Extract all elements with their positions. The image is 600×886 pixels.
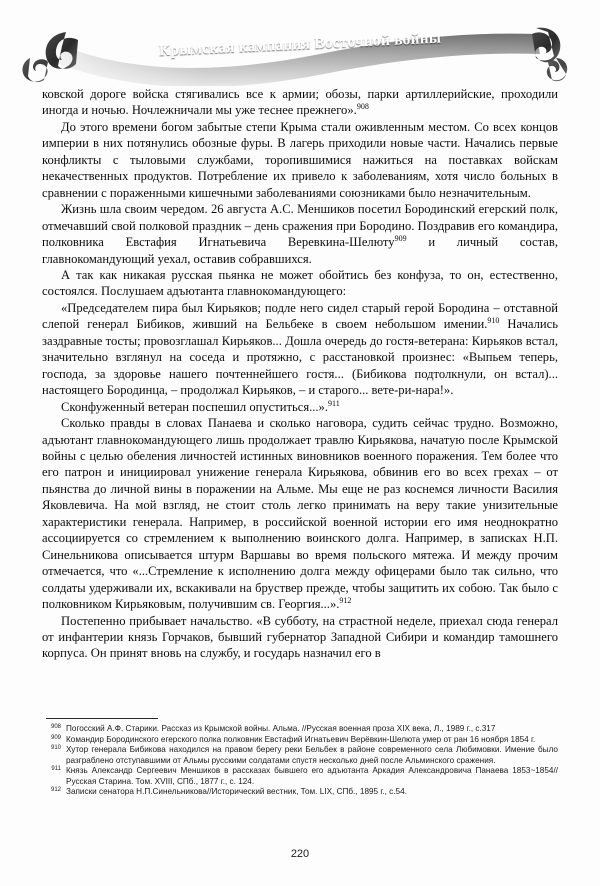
paragraph-text: Сконфуженный ветеран поспешил опуститься...». bbox=[61, 399, 329, 414]
paragraph-text: «Председателем пира был Кирьяков; подле него сидел старый герой Бородина – отставной слепой генерал Бибиков, живший на Бельбеке в своем небольшом имении. bbox=[42, 300, 558, 332]
footnote-item bbox=[42, 745, 558, 765]
footnote-item bbox=[42, 787, 558, 797]
paragraph bbox=[42, 267, 558, 300]
paragraph-text-continued: Начались заздравные тосты; провозглашал Кирьяков... Дошла очередь до гостя-ветерана: Кирьяков встал, значительно взглянул на соседа и протяжно, с расстановкой произнес: «Выпьем теперь, господа, за здоровье нашего почтеннейшего гостя... (Бибикова подтолкнули, он встал)... настоящего Бородинца, – продолжал Кирьяков, – и старого... вете-ри-нара!». bbox=[42, 317, 558, 398]
footnote-item bbox=[42, 735, 558, 745]
page-number: 220 bbox=[290, 848, 310, 860]
paragraph bbox=[42, 86, 558, 119]
footnote-ref-911[interactable]: 911 bbox=[328, 398, 340, 408]
paragraph-text: А так как никакая русская пьянка не может обойтись без конфуза, то он, естественно, состоялся. Послушаем адъютанта главнокомандующего: bbox=[42, 267, 558, 299]
footnote-text: Князь Александр Сергеевич Меншиков в рассказах бывшего его адъютанта Аркадия Александровича Панаева 1853~1854//Русская Старина. Том. XVIII, СПб., 1877 г., с. 124. bbox=[66, 766, 558, 786]
footnote-ref-908[interactable]: 908 bbox=[356, 102, 369, 112]
scroll-curl-right-icon bbox=[532, 28, 567, 82]
ribbon-highlight bbox=[60, 34, 540, 86]
footnote-number[interactable]: 908 bbox=[50, 724, 61, 730]
ribbon-graphic bbox=[0, 14, 600, 86]
footnote-separator-rule bbox=[46, 718, 158, 719]
paragraph bbox=[42, 613, 558, 662]
footnote-ref-912[interactable]: 912 bbox=[339, 595, 352, 605]
paragraph bbox=[42, 415, 558, 612]
paragraph bbox=[42, 119, 558, 201]
footnote-ref-910[interactable]: 910 bbox=[487, 316, 500, 326]
footnote-item bbox=[42, 766, 558, 786]
paragraph-text: Сколько правды в словах Панаева и сколько наговора, судить сейчас трудно. Возможно, адъютант главнокомандующего лишь продолжает травлю Кирьякова, начатую после Крымской войны с целью обеления личностей истинных виновников военного поражения. Тем более что его патрон и инициировал унижение генерала Кирьякова, обвинив его во всех грехах – от пьянства до личной вины в поражении на Альме. Мы еще не раз коснемся личности Василия Яковлевича. На мой взгляд, не стоит столь легко принимать на веру такие унизительные характеристики генерала. Например, в российской военной истории его имя неоднократно ассоциируется со стремлением к выполнению воинского долга. Например, в записках Н.П. Синельникова описывается штурм Варшавы во время польского мятежа. И между прочим отмечается, что «...Стремление к исполнению долга между офицерами было так сильно, что солдаты удерживали их, вскакивали на бруствер прежде, чтобы защитить их собою. Так было с полковником Кирьяковым, получившим св. Георгия...». bbox=[42, 416, 558, 612]
page-title: Крымская кампания Восточной войны bbox=[158, 29, 442, 60]
footnote-number[interactable]: 909 bbox=[50, 734, 61, 741]
paragraph-text: До этого времени богом забытые степи Крыма стали оживленным местом. Со всех концов империи в них потянулись обозные фуры. В лагерь приходили новые части. Начались первые конфликты с тыловыми службами, торопившимися нажиться на поставках войскам некачественных продуктов. Потребление их привело к заболеваниям, хотя число больных в сравнении с пораженными кишечными заболеваниями союзниками было незначительным. bbox=[42, 119, 558, 200]
paragraph bbox=[42, 300, 558, 399]
paragraph-text: Жизнь шла своим чередом. 26 августа А.С. Меншиков посетил Бородинский егерский полк, отмечавший свой полковой праздник – день сражения при Бородино. Поздравив его командира, полковника Евстафия Игнатьевича Веревкина-Шелюту bbox=[42, 202, 558, 250]
footnote-text: Хутор генерала Бибикова находился на правом берегу реки Бельбек в районе современного села Любимовки. Имение было разграблено отступавшими от Альмы русскими солдатами спустя несколько дней после Альминского сражения. bbox=[66, 745, 558, 765]
footnote-ref-909[interactable]: 909 bbox=[394, 233, 407, 243]
header-ribbon-banner bbox=[0, 14, 600, 86]
footnote-number[interactable]: 911 bbox=[51, 766, 61, 773]
body-text-column bbox=[42, 86, 558, 662]
paragraph-text-continued: и личный состав, главнокомандующий уехал, оставив собравшихся. bbox=[42, 235, 558, 266]
footnotes-section bbox=[42, 718, 558, 798]
paragraph-text: Постепенно прибывает начальство. «В субботу, на страстной неделе, приехал сюда генерал от инфантерии князь Горчаков, бывший губернатор Западной Сибири и командир тамошнего корпуса. Он принят вновь на службу, и государь назначил его в bbox=[42, 613, 558, 661]
paragraph bbox=[42, 201, 558, 267]
footnote-number[interactable]: 910 bbox=[50, 745, 61, 752]
footnote-text: Погосский А.Ф. Старики. Рассказ из Крымской войны. Альма. //Русская военная проза XIX века, Л., 1989 г., с.317 bbox=[66, 724, 496, 733]
footnote-text: Командир Бородинского егерского полка полковник Евстафий Игнатьевич Верёвкин-Шелюта умер от ран 16 ноября 1854 г. bbox=[66, 734, 536, 744]
footnote-number[interactable]: 912 bbox=[50, 787, 61, 794]
paragraph-text: ковской дороге войска стягивались все к армии; обозы, парки артиллерийские, проходили иногда и ночью. Ночлежничали мы уже теснее прежнего». bbox=[42, 87, 558, 118]
footnote-item bbox=[42, 724, 558, 734]
footnote-text: Записки сенатора Н.П.Синельникова//Исторический вестник, Том. LIX, СПб., 1895 г., с.54. bbox=[66, 787, 407, 797]
paragraph bbox=[42, 399, 558, 415]
